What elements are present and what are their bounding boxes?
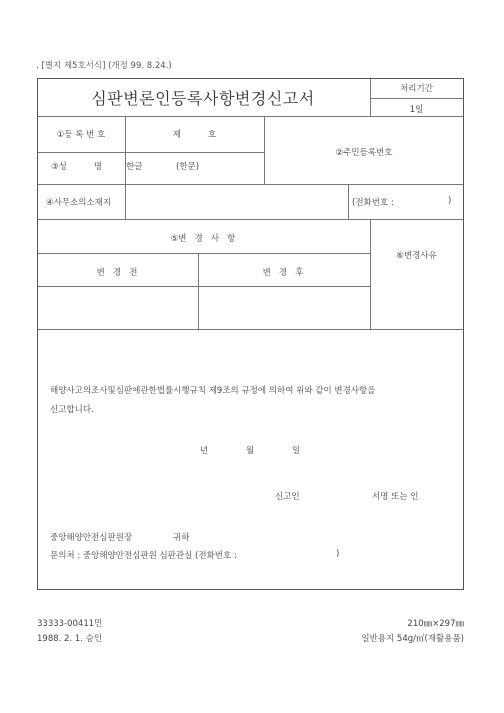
form-reference-note: . [별지 제5호서식] (개정 99. 8.24.) [36, 61, 172, 71]
divider [38, 253, 370, 254]
change-reason-label: ⑥변경사유 [396, 251, 437, 261]
before-change-field[interactable] [38, 287, 196, 327]
divider [370, 98, 463, 99]
signature-label: 서명 또는 인 [372, 492, 419, 502]
resident-number-label: ②주민등록번호 [335, 148, 393, 158]
change-reason-field[interactable] [371, 287, 463, 327]
name-hanja-field[interactable]: (한문) [176, 162, 200, 172]
date-day: 일 [292, 446, 301, 456]
office-phone-label: (전화번호 : [352, 198, 394, 208]
recipient-honorific: 귀하 [173, 533, 190, 543]
office-phone-close: ) [448, 196, 452, 206]
divider [38, 184, 463, 185]
after-change-label: 변 경 후 [262, 268, 304, 278]
divider [38, 329, 463, 330]
form-number: 33333-00411민 [37, 619, 103, 629]
processing-period-label: 처리기간 [400, 84, 433, 94]
office-address-field[interactable] [124, 186, 349, 216]
after-change-field[interactable] [198, 287, 368, 327]
registration-number-field[interactable]: 제 호 [172, 130, 217, 140]
paper-spec: 일반용지 54g/㎡(재활용품) [361, 634, 464, 644]
inquiry-contact: 문의처 : 중앙해양안전심판원 심판관실 (전화번호 : [50, 551, 237, 561]
statement-line-1: 해양사고의조사및심판에관한법률시행규칙 제9조의 규정에 의하여 위와 같이 변경사항을 [50, 386, 376, 396]
date-year: 년 [200, 446, 209, 456]
reporter-label: 신고인 [275, 492, 300, 502]
divider [38, 116, 463, 117]
inquiry-contact-close: ) [336, 549, 340, 559]
registration-number-label: ①등 록 번 호 [56, 130, 106, 140]
changes-header: ⑤변 경 사 항 [170, 234, 236, 244]
divider [38, 219, 463, 220]
statement-line-2: 신고합니다. [50, 405, 94, 415]
recipient: 중앙해양안전심판원장 [50, 533, 133, 543]
paper-size: 210㎜×297㎜ [407, 619, 464, 629]
name-label: ③성 명 [51, 162, 103, 172]
name-korean-field[interactable]: 한글 [126, 162, 143, 172]
before-change-label: 변 경 전 [96, 268, 138, 278]
approval-date: 1988. 2. 1. 승인 [37, 634, 103, 644]
form-title: 심판변론인등록사항변경신고서 [91, 89, 315, 108]
processing-period-value: 1일 [409, 105, 424, 115]
date-month: 월 [246, 446, 255, 456]
office-address-label: ④사무소의소재지 [46, 198, 112, 208]
divider [38, 152, 264, 153]
